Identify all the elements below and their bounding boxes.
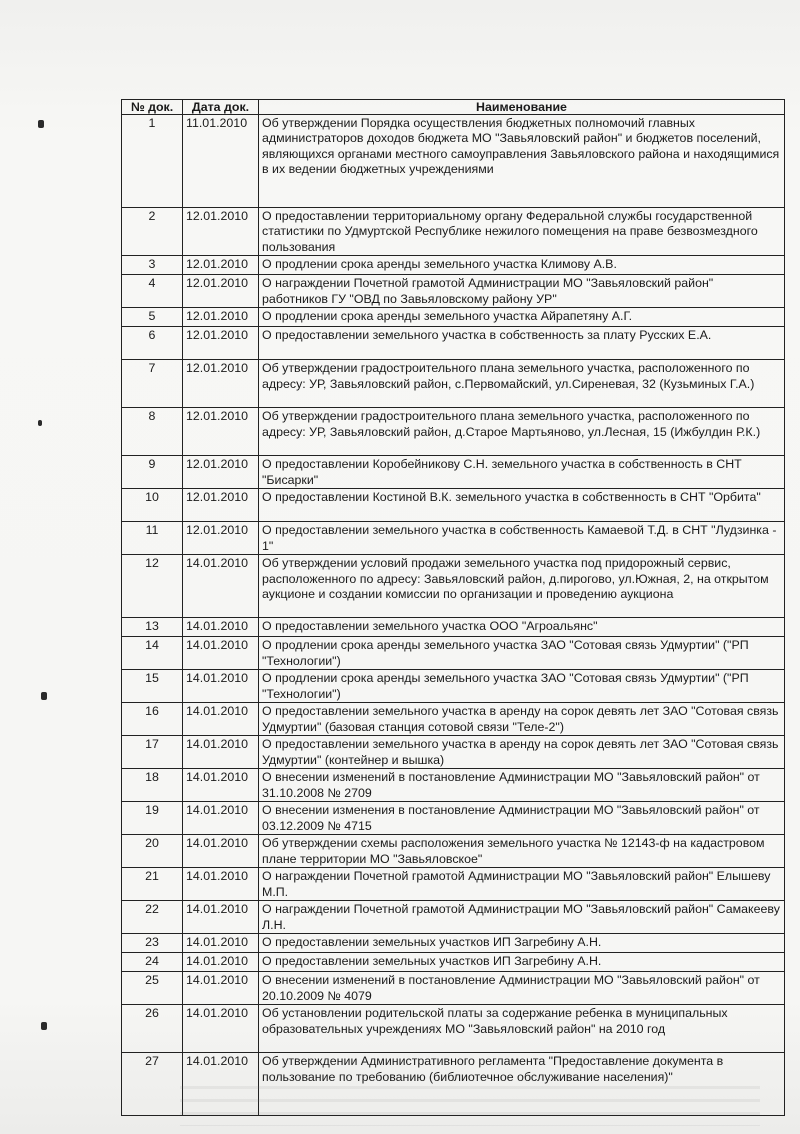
table-row (122, 703, 785, 736)
table-row (122, 953, 785, 972)
doc-title-cell: О продлении срока аренды земельного участка Айрапетяну А.Г. (259, 308, 785, 327)
doc-title-cell: О предоставлении земельных участков ИП Загребину А.Н. (259, 953, 785, 972)
table-row (122, 1005, 785, 1053)
doc-title-cell: О предоставлении земельного участка в собственность Камаевой Т.Д. в СНТ "Лудзинка - 1" (259, 522, 785, 555)
doc-number-cell: 27 (122, 1053, 183, 1116)
doc-number-cell: 7 (122, 360, 183, 408)
doc-date-cell: 14.01.2010 (183, 901, 259, 934)
doc-number-cell: 3 (122, 256, 183, 275)
doc-number-cell: 11 (122, 522, 183, 555)
doc-date-cell: 12.01.2010 (183, 308, 259, 327)
table-row (122, 835, 785, 868)
doc-title-cell: О награждении Почетной грамотой Администрации МО "Завьяловский район" Елышеву М.П. (259, 868, 785, 901)
doc-number-cell: 16 (122, 703, 183, 736)
table-row (122, 456, 785, 489)
doc-date-cell: 14.01.2010 (183, 1053, 259, 1116)
punch-hole-mark (41, 692, 47, 700)
doc-number-cell: 13 (122, 618, 183, 637)
doc-date-cell: 12.01.2010 (183, 208, 259, 256)
doc-title-cell: О предоставлении Коробейникову С.Н. земельного участка в собственность в СНТ "Бисарки" (259, 456, 785, 489)
doc-date-cell: 14.01.2010 (183, 618, 259, 637)
doc-title-cell: Об установлении родительской платы за содержание ребенка в муниципальных образовательных учреждениях МО "Завьяловский район" на 2010 год (259, 1005, 785, 1053)
header-doc-title: Наименование (259, 100, 785, 115)
table-header-row (122, 100, 785, 115)
doc-title-cell: О продлении срока аренды земельного участка ЗАО "Сотовая связь Удмуртии" ("РП "Технологии") (259, 670, 785, 703)
table-row (122, 670, 785, 703)
table-row (122, 736, 785, 769)
doc-number-cell: 15 (122, 670, 183, 703)
doc-date-cell: 12.01.2010 (183, 327, 259, 360)
doc-title-cell: О награждении Почетной грамотой Администрации МО "Завьяловский район" Самакееву Л.Н. (259, 901, 785, 934)
punch-hole-mark (38, 420, 42, 426)
punch-hole-mark (38, 120, 44, 128)
doc-date-cell: 11.01.2010 (183, 115, 259, 208)
doc-number-cell: 17 (122, 736, 183, 769)
doc-title-cell: Об утверждении схемы расположения земельного участка № 12143-ф на кадастровом плане территории МО "Завьяловское" (259, 835, 785, 868)
doc-date-cell: 12.01.2010 (183, 408, 259, 456)
doc-number-cell: 9 (122, 456, 183, 489)
doc-title-cell: О предоставлении земельного участка в собственность за плату Русских Е.А. (259, 327, 785, 360)
doc-title-cell: О предоставлении Костиной В.К. земельного участка в собственность в СНТ "Орбита" (259, 489, 785, 522)
doc-number-cell: 22 (122, 901, 183, 934)
doc-number-cell: 20 (122, 835, 183, 868)
doc-number-cell: 19 (122, 802, 183, 835)
table-row (122, 769, 785, 802)
doc-date-cell: 12.01.2010 (183, 489, 259, 522)
doc-date-cell: 14.01.2010 (183, 934, 259, 953)
doc-title-cell: О предоставлении земельного участка в аренду на сорок девять лет ЗАО "Сотовая связь Удмуртии" (базовая станция сотовой связи "Теле-2") (259, 703, 785, 736)
doc-number-cell: 8 (122, 408, 183, 456)
doc-number-cell: 14 (122, 637, 183, 670)
doc-title-cell: Об утверждении Порядка осуществления бюджетных полномочий главных администраторов доходов бюджета МО "Завьяловский район" и бюджетов поселений, являющихся органами местного самоуправления Завьяловского района и находящимися в их ведении бюджетных учреждениями (259, 115, 785, 208)
doc-number-cell: 1 (122, 115, 183, 208)
scan-bleedthrough (180, 1086, 760, 1126)
doc-number-cell: 4 (122, 275, 183, 308)
doc-date-cell: 14.01.2010 (183, 637, 259, 670)
doc-date-cell: 14.01.2010 (183, 670, 259, 703)
table-row (122, 868, 785, 901)
doc-title-cell: О продлении срока аренды земельного участка ЗАО "Сотовая связь Удмуртии" ("РП "Технологии") (259, 637, 785, 670)
doc-title-cell: О внесении изменений в постановление Администрации МО "Завьяловский район" от 20.10.2009 № 4079 (259, 972, 785, 1005)
doc-title-cell: О предоставлении земельного участка в аренду на сорок девять лет ЗАО "Сотовая связь Удмуртии" (контейнер и вышка) (259, 736, 785, 769)
header-doc-date: Дата док. (183, 100, 259, 115)
doc-number-cell: 10 (122, 489, 183, 522)
table-row (122, 934, 785, 953)
table-row (122, 256, 785, 275)
table-row (122, 360, 785, 408)
table-row (122, 522, 785, 555)
doc-number-cell: 18 (122, 769, 183, 802)
table-row (122, 802, 785, 835)
doc-date-cell: 14.01.2010 (183, 835, 259, 868)
doc-title-cell: О награждении Почетной грамотой Администрации МО "Завьяловский район" работников ГУ "ОВД по Завьяловскому району УР" (259, 275, 785, 308)
table-row (122, 555, 785, 618)
table-row (122, 115, 785, 208)
doc-date-cell: 14.01.2010 (183, 736, 259, 769)
doc-date-cell: 12.01.2010 (183, 256, 259, 275)
documents-table (121, 99, 785, 1116)
doc-date-cell: 14.01.2010 (183, 555, 259, 618)
doc-number-cell: 24 (122, 953, 183, 972)
doc-date-cell: 14.01.2010 (183, 868, 259, 901)
table-row (122, 901, 785, 934)
table-row (122, 972, 785, 1005)
doc-title-cell: О предоставлении территориальному органу Федеральной службы государственной статистики по Удмуртской Республике нежилого помещения на праве безвозмездного пользования (259, 208, 785, 256)
table-row (122, 618, 785, 637)
doc-title-cell: Об утверждении градостроительного плана земельного участка, расположенного по адресу: УР, Завьяловский район, с.Первомайский, ул.Сиреневая, 32 (Кузьминых Г.А.) (259, 360, 785, 408)
doc-number-cell: 25 (122, 972, 183, 1005)
doc-number-cell: 5 (122, 308, 183, 327)
doc-number-cell: 23 (122, 934, 183, 953)
table-row (122, 275, 785, 308)
table-row (122, 308, 785, 327)
doc-date-cell: 14.01.2010 (183, 972, 259, 1005)
table-row (122, 489, 785, 522)
doc-title-cell: Об утверждении Административного регламента "Предоставление документа в пользование по требованию (библиотечное обслуживание населения)" (259, 1053, 785, 1116)
table-row (122, 208, 785, 256)
doc-number-cell: 2 (122, 208, 183, 256)
doc-date-cell: 14.01.2010 (183, 769, 259, 802)
table-row (122, 327, 785, 360)
doc-date-cell: 12.01.2010 (183, 456, 259, 489)
doc-title-cell: Об утверждении градостроительного плана земельного участка, расположенного по адресу: УР, Завьяловский район, д.Старое Мартьяново, ул.Лесная, 15 (Ижбулдин Р.К.) (259, 408, 785, 456)
doc-number-cell: 12 (122, 555, 183, 618)
doc-date-cell: 12.01.2010 (183, 360, 259, 408)
doc-number-cell: 6 (122, 327, 183, 360)
doc-title-cell: О продлении срока аренды земельного участка Климову А.В. (259, 256, 785, 275)
doc-title-cell: О предоставлении земельных участков ИП Загребину А.Н. (259, 934, 785, 953)
header-doc-number: № док. (122, 100, 183, 115)
doc-date-cell: 12.01.2010 (183, 522, 259, 555)
doc-date-cell: 14.01.2010 (183, 802, 259, 835)
punch-hole-mark (41, 1022, 47, 1030)
doc-number-cell: 26 (122, 1005, 183, 1053)
doc-number-cell: 21 (122, 868, 183, 901)
doc-date-cell: 14.01.2010 (183, 953, 259, 972)
table-row (122, 637, 785, 670)
doc-title-cell: О внесении изменений в постановление Администрации МО "Завьяловский район" от 31.10.2008 № 2709 (259, 769, 785, 802)
doc-date-cell: 14.01.2010 (183, 1005, 259, 1053)
doc-date-cell: 12.01.2010 (183, 275, 259, 308)
doc-title-cell: О внесении изменения в постановление Администрации МО "Завьяловский район" от 03.12.2009 № 4715 (259, 802, 785, 835)
doc-title-cell: О предоставлении земельного участка ООО "Агроальянс" (259, 618, 785, 637)
doc-date-cell: 14.01.2010 (183, 703, 259, 736)
table-row (122, 408, 785, 456)
doc-title-cell: Об утверждении условий продажи земельного участка под придорожный сервис, расположенного по адресу: Завьяловский район, д.пирогово, ул.Южная, 2, на открытом аукционе и создании комиссии по организации и проведению аукциона (259, 555, 785, 618)
